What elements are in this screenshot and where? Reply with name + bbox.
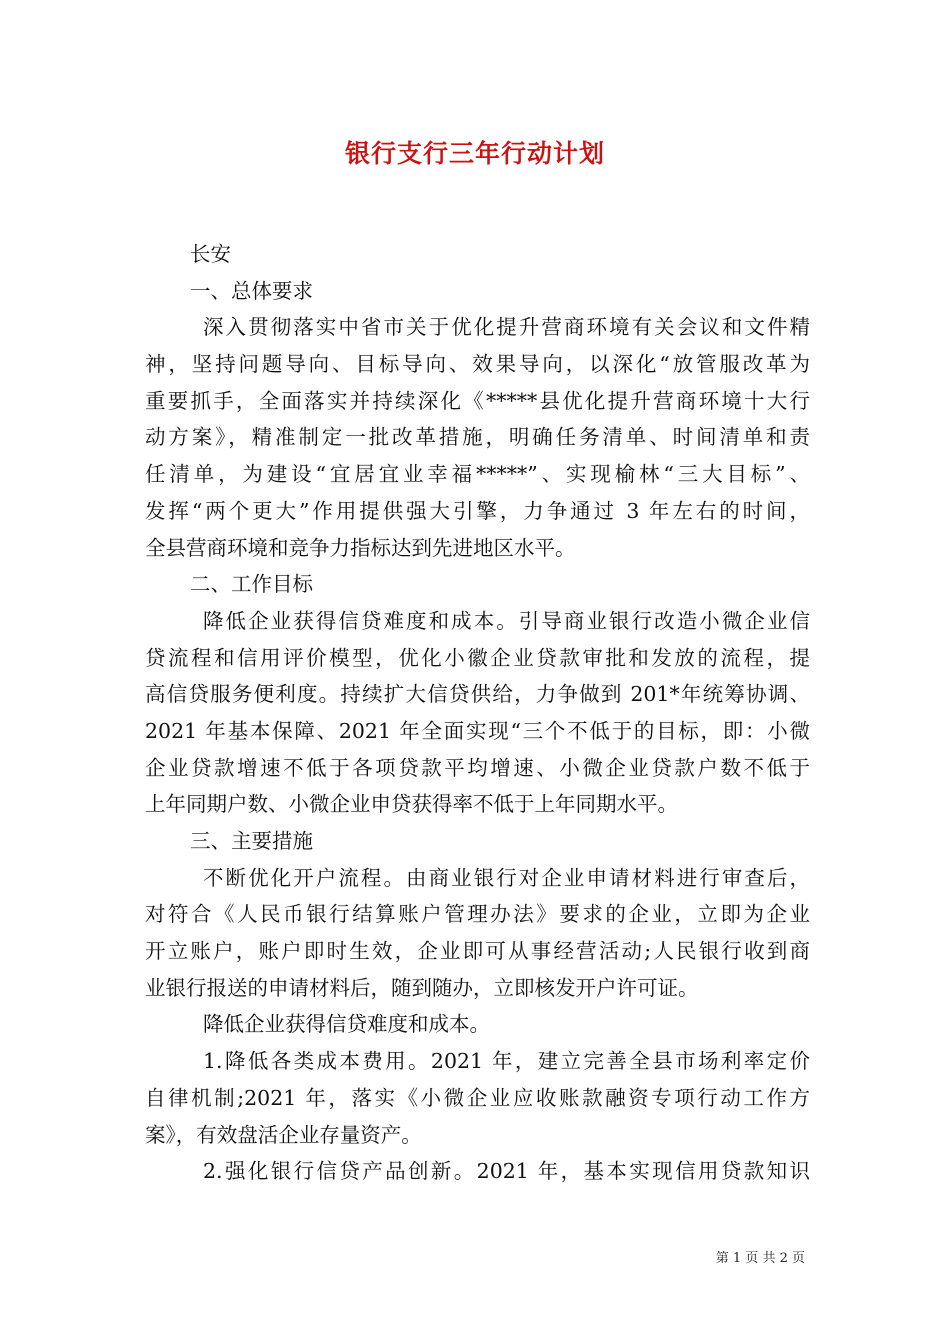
body-line: 企业贷款增速不低于各项贷款平均增速、小微企业贷款户数不低于 xyxy=(145,755,810,780)
body-line: 对符合《人民币银行结算账户管理办法》要求的企业，立即为企业 xyxy=(145,902,810,927)
body-line: 自律机制;2021 年，落实《小微企业应收账款融资专项行动工作方 xyxy=(145,1085,810,1110)
body-line: 业银行报送的申请材料后，随到随办，立即核发开户许可证。 xyxy=(145,975,699,1000)
body-line: 三、主要措施 xyxy=(190,829,313,853)
body-line: 降低企业获得信贷难度和成本。 xyxy=(203,1012,490,1037)
body-line: 高信贷服务便利度。持续扩大信贷供给，力争做到 201*年统筹协调、 xyxy=(145,682,810,707)
body-line: 重要抓手，全面落实并持续深化《*****县优化提升营商环境十大行 xyxy=(145,388,810,413)
body-line: 深入贯彻落实中省市关于优化提升营商环境有关会议和文件精 xyxy=(203,315,810,340)
body-line: 不断优化开户流程。由商业银行对企业申请材料进行审查后， xyxy=(203,865,810,890)
body-line: 降低企业获得信贷难度和成本。引导商业银行改造小微企业信 xyxy=(203,608,810,633)
body-line: 案》，有效盘活企业存量资产。 xyxy=(145,1122,422,1147)
page-number: 第 1 页 共 2 页 xyxy=(715,1251,805,1266)
body-line: 全县营商环境和竞争力指标达到先进地区水平。 xyxy=(145,535,576,560)
body-line: 2021 年基本保障、2021 年全面实现“三个不低于的目标，即：小微 xyxy=(145,718,810,743)
body-line: 二、工作目标 xyxy=(190,572,313,597)
document-title: 银行支行三年行动计划 xyxy=(344,139,605,168)
body-line: 上年同期户数、小微企业申贷获得率不低于上年同期水平。 xyxy=(145,792,678,817)
body-line: 神，坚持问题导向、目标导向、效果导向，以深化“放管服改革为 xyxy=(145,352,810,377)
document-body xyxy=(145,236,810,1190)
body-line: 发挥“两个更大”作用提供强大引擎，力争通过 3 年左右的时间， xyxy=(145,498,810,523)
body-line: 贷流程和信用评价模型，优化小徽企业贷款审批和发放的流程，提 xyxy=(145,645,810,670)
body-line: 动方案》，精准制定一批改革措施，明确任务清单、时间清单和责 xyxy=(145,425,810,450)
body-line: 一、总体要求 xyxy=(190,278,313,303)
body-line: 长安 xyxy=(190,242,231,266)
body-line: 2.强化银行信贷产品创新。2021 年，基本实现信用贷款知识 xyxy=(203,1159,810,1184)
body-line: 1.降低各类成本费用。2021 年，建立完善全县市场利率定价 xyxy=(203,1049,810,1074)
body-line: 任清单，为建设“宜居宜业幸福*****”、实现榆林“三大目标”、 xyxy=(145,462,810,487)
body-line: 开立账户，账户即时生效，企业即可从事经营活动;人民银行收到商 xyxy=(145,939,810,964)
